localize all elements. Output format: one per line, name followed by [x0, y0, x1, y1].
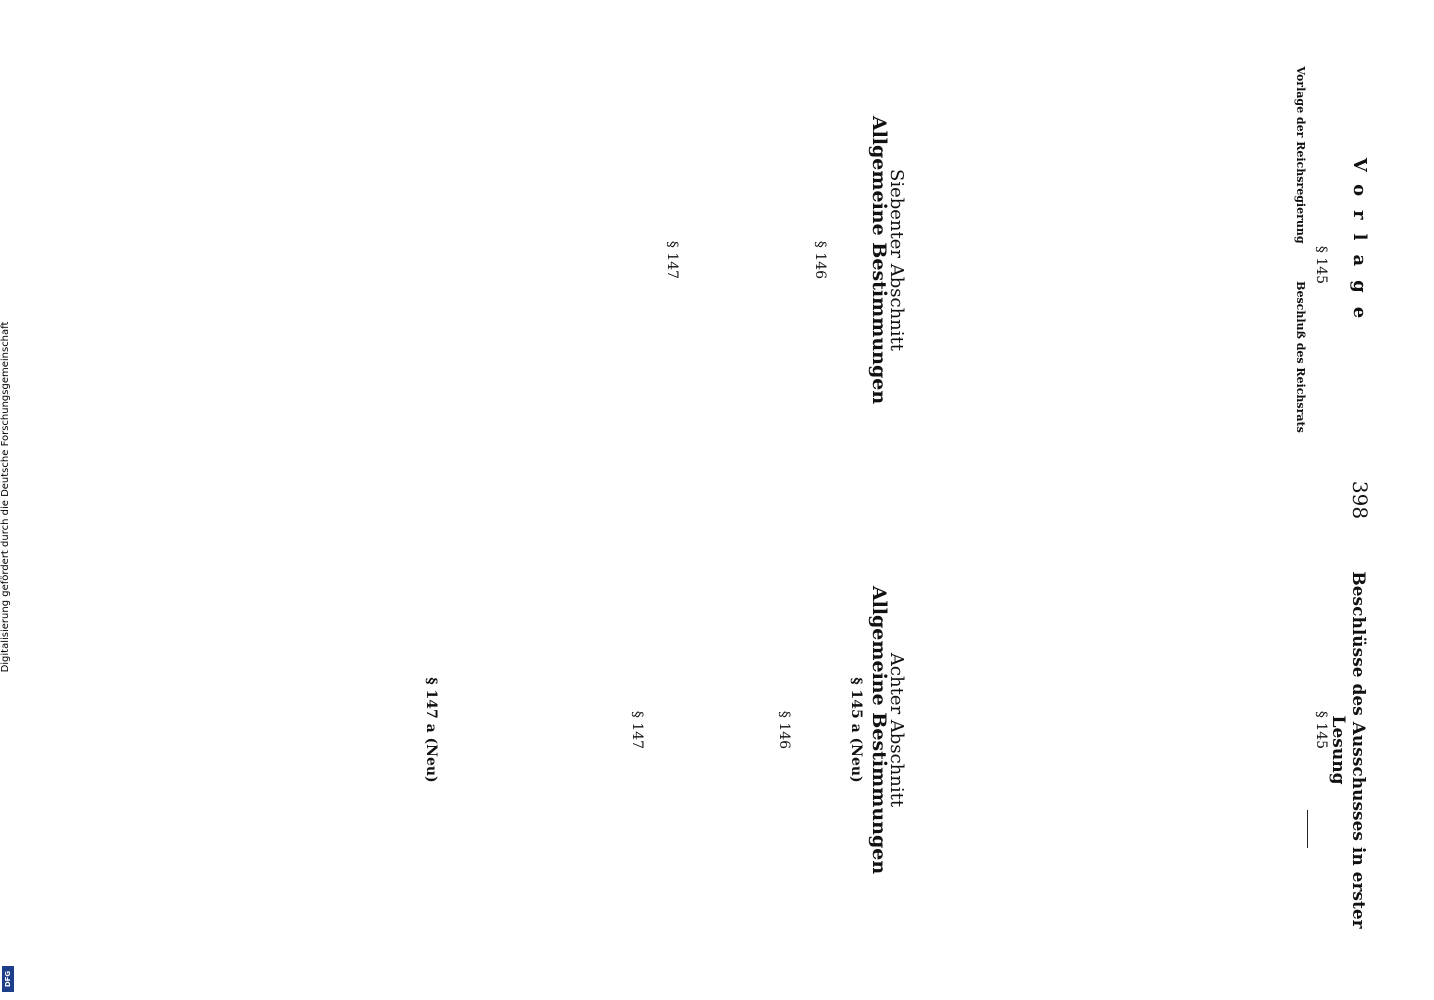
section-147-label: § 147	[664, 240, 681, 280]
section-146-label: § 146	[812, 240, 828, 280]
section-146-label: § 146	[776, 710, 793, 750]
section-147-label: § 147	[629, 710, 645, 750]
section-145-label: § 145	[1313, 245, 1329, 285]
right-section-145	[1309, 520, 1333, 940]
dfg-logo-text: DFG	[4, 970, 12, 988]
abschnitt-title: Achter Abschnitt	[886, 652, 907, 808]
header-beschluesse: Beschlüsse des Ausschusses in erster Lesung	[1328, 571, 1368, 929]
subheading-vorlage: Vorlage der Reichsregierung	[1294, 66, 1307, 244]
section-147a-label: § 147 a (Neu)	[423, 677, 440, 783]
abschnitt-title: Siebenter Abschnitt	[886, 169, 907, 351]
dfg-logo	[2, 966, 14, 992]
right-abschnitt	[419, 520, 910, 940]
left-col-beschluss	[1290, 262, 1309, 452]
subheading-beschluss: Beschluß des Reichsrats	[1294, 281, 1307, 433]
footer-credit: Digitalisierung gefördert durch die Deutsche Forschungsgemeinschaft	[0, 321, 11, 673]
left-abschnitt	[660, 60, 910, 460]
section-145-label: § 145	[1313, 710, 1329, 750]
abschnitt-heading: Allgemeine Bestimmungen	[868, 585, 891, 875]
page-number: 398	[1348, 480, 1372, 520]
footer-strip	[0, 0, 14, 1000]
header-vorlage: Vorlage	[1349, 157, 1370, 333]
left-col-vorlage	[1290, 60, 1309, 250]
abschnitt-heading: Allgemeine Bestimmungen	[868, 115, 891, 405]
left-section-145-heading	[1309, 90, 1333, 440]
rotated-page-content	[40, 40, 1380, 960]
section-145a-label: § 145 a (Neu)	[848, 677, 864, 783]
